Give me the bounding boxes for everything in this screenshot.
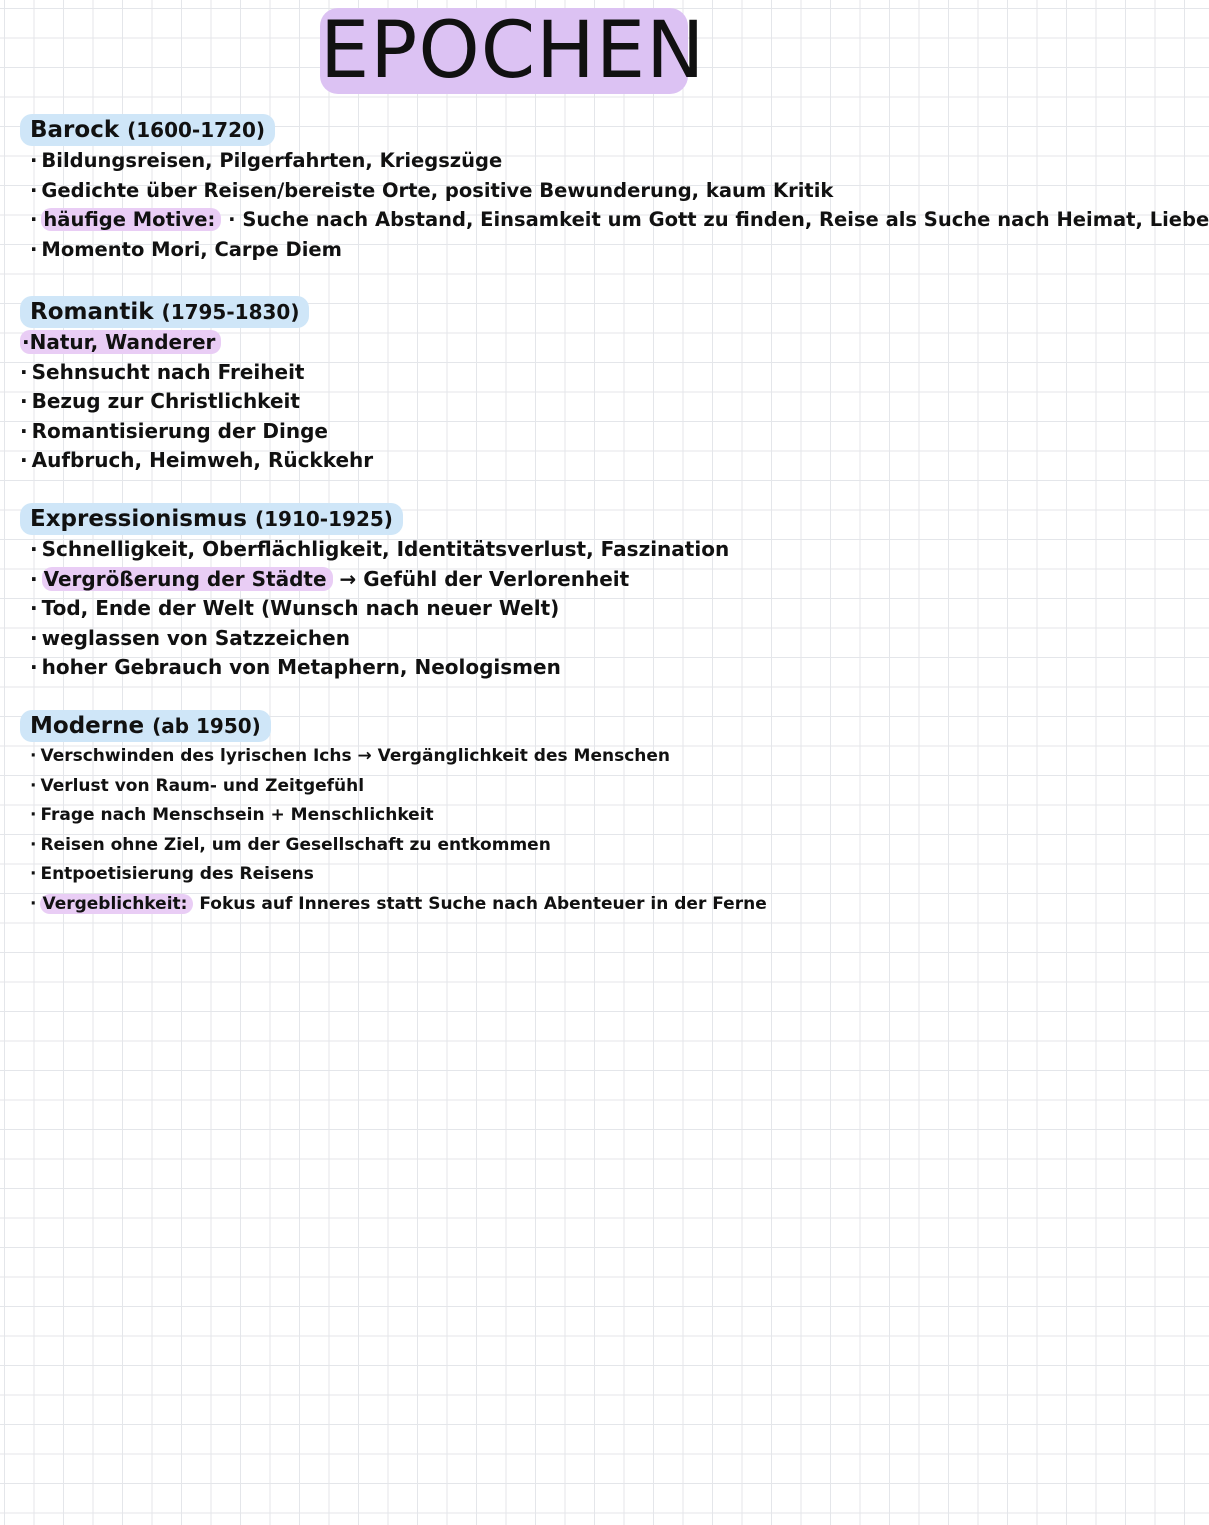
list-item: · Gedichte über Reisen/bereiste Orte, positive Bewunderung, kaum Kritik <box>30 178 834 202</box>
list-item <box>20 328 373 358</box>
highlight: häufige Motive: <box>41 208 221 231</box>
list-item: · häufige Motive: · Suche nach Abstand, Einsamkeit um Gott zu finden, Reise als Suche nach Heimat, Liebe <box>30 208 1209 231</box>
section-heading <box>20 114 275 146</box>
item-list <box>20 742 767 919</box>
section-moderne <box>20 710 767 919</box>
list-item: · hoher Gebrauch von Metaphern, Neologismen <box>30 655 561 679</box>
page-title: EPOCHEN <box>320 6 706 96</box>
list-item: · Frage nach Menschsein + Menschlichkeit <box>30 805 434 825</box>
list-item: · Bezug zur Christlichkeit <box>20 389 300 413</box>
section-name: Romantik <box>30 299 154 325</box>
section-name: Moderne <box>30 713 145 739</box>
list-item: · Verlust von Raum- und Zeitgefühl <box>30 775 365 796</box>
list-item: · Verschwinden des lyrischen Ichs → Vergänglichkeit des Menschen <box>30 746 671 766</box>
highlight: ·Natur, Wanderer <box>20 330 221 354</box>
list-item: · Vergeblichkeit: Fokus auf Inneres statt Suche nach Abenteuer in der Ferne <box>30 893 767 914</box>
section-years: (1600-1720) <box>127 118 266 142</box>
section-heading <box>20 503 403 535</box>
list-item: · Aufbruch, Heimweh, Rückkehr <box>20 448 374 472</box>
list-item: · Vergrößerung der Städte → Gefühl der Verlorenheit <box>30 566 630 591</box>
section-barock <box>20 114 1209 264</box>
section-romantik <box>20 296 373 476</box>
section-years: (1795-1830) <box>161 300 300 324</box>
list-item: · Entpoetisierung des Reisens <box>30 864 314 884</box>
list-item: · Schnelligkeit, Oberflächligkeit, Identitätsverlust, Faszination <box>30 537 730 561</box>
item-list <box>20 535 729 683</box>
list-item: · Tod, Ende der Welt (Wunsch nach neuer Welt) <box>30 596 560 620</box>
highlight: Vergrößerung der Städte <box>42 567 333 591</box>
section-name: Barock <box>30 117 120 143</box>
section-years: (1910-1925) <box>255 507 393 531</box>
section-heading <box>20 296 309 328</box>
item-list <box>20 328 373 476</box>
list-item: · Bildungsreisen, Pilgerfahrten, Kriegszüge <box>30 149 503 172</box>
item-list <box>20 146 1209 264</box>
list-item: · Romantisierung der Dinge <box>20 418 328 443</box>
highlight: Vergeblichkeit: <box>40 894 193 914</box>
list-item: · weglassen von Satzzeichen <box>30 625 350 650</box>
section-heading <box>20 710 271 742</box>
section-years: (ab 1950) <box>152 714 261 738</box>
list-item: · Reisen ohne Ziel, um der Gesellschaft zu entkommen <box>30 834 551 855</box>
list-item: · Momento Mori, Carpe Diem <box>30 237 342 261</box>
list-item: · Sehnsucht nach Freiheit <box>20 359 305 384</box>
section-expressionismus <box>20 503 729 683</box>
section-name: Expressionismus <box>30 506 247 532</box>
